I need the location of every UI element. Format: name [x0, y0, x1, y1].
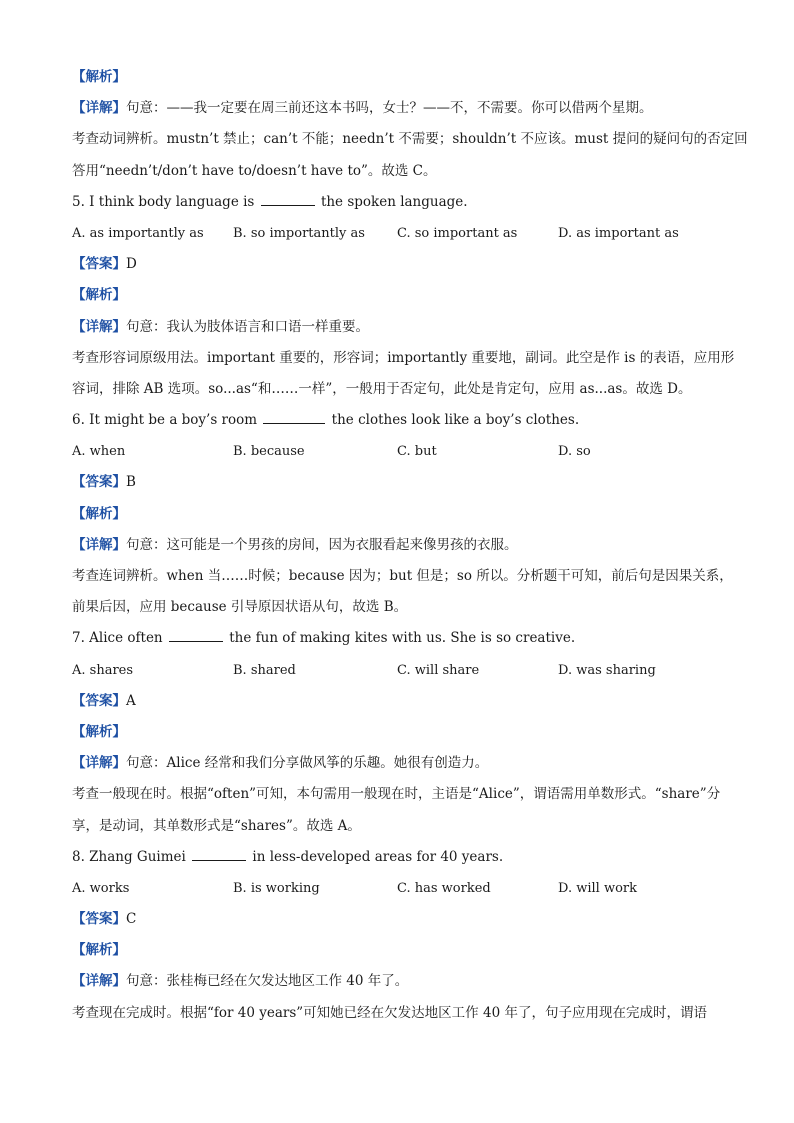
option-b: B. because	[233, 444, 305, 460]
option-c: C. has worked	[397, 880, 491, 896]
analysis-heading: 【解析】	[72, 723, 126, 740]
answer-line: 【答案】C	[72, 911, 137, 928]
option-d: D. so	[558, 444, 591, 460]
question-stem: 8. Zhang Guimei in less-developed areas for 40 years.	[72, 848, 504, 865]
detail-text: 句意：Alice 经常和我们分享做风筝的乐趣。她很有创造力。	[126, 755, 489, 772]
answer-value: D	[126, 256, 137, 273]
explanation-line: 容词，排除 AB 选项。so...as“和……一样”，一般用于否定句，此处是肯定句，应用 as...as。故选 D。	[72, 380, 692, 397]
options-row	[72, 218, 732, 249]
option-d: D. as important as	[558, 225, 679, 241]
option-a: A. when	[72, 444, 126, 460]
explanation-line: 考查动词辨析。mustn’t 禁止；can’t 不能；needn’t 不需要；shouldn’t 不应该。must 提问的疑问句的否定回	[72, 131, 748, 148]
option-c: C. so important as	[397, 225, 518, 241]
option-d: D. was sharing	[558, 662, 656, 678]
option-b: B. is working	[233, 880, 320, 896]
option-a: A. as importantly as	[72, 225, 204, 241]
answer-line: 【答案】D	[72, 256, 137, 273]
answer-value: B	[126, 474, 136, 491]
explanation-line: 享，是动词，其单数形式是“shares”。故选 A。	[72, 817, 361, 834]
explanation-line: 考查现在完成时。根据“for 40 years”可知她已经在欠发达地区工作 40 年了，句子应用现在完成时，谓语	[72, 1004, 707, 1021]
answer-blank	[169, 628, 223, 642]
detail-line: 【详解】句意：张桂梅已经在欠发达地区工作 40 年了。	[72, 973, 409, 990]
question-stem: 7. Alice often the fun of making kites with us. She is so creative.	[72, 630, 576, 647]
analysis-heading: 【解析】	[72, 942, 126, 959]
option-b: B. so importantly as	[233, 225, 365, 241]
answer-value: C	[126, 911, 137, 928]
explanation-line: 考查形容词原级用法。important 重要的，形容词；importantly 重要地，副词。此空是作 is 的表语，应用形	[72, 349, 735, 366]
answer-blank	[261, 192, 315, 206]
option-a: A. works	[72, 880, 130, 896]
question-stem: 6. It might be a boy’s room the clothes look like a boy’s clothes.	[72, 412, 580, 429]
question-stem: 5. I think body language is the spoken language.	[72, 193, 468, 210]
explanation-line: 前果后因，应用 because 引导原因状语从句，故选 B。	[72, 599, 408, 616]
detail-line: 【详解】句意：Alice 经常和我们分享做风筝的乐趣。她很有创造力。	[72, 755, 489, 772]
explanation-line: 考查一般现在时。根据“often”可知，本句需用一般现在时，主语是“Alice”，谓语需用单数形式。“share”分	[72, 786, 721, 803]
answer-line: 【答案】B	[72, 474, 136, 491]
answer-value: A	[126, 692, 136, 709]
option-a: A. shares	[72, 662, 134, 678]
answer-line: 【答案】A	[72, 692, 136, 709]
answer-blank	[263, 410, 325, 424]
analysis-heading: 【解析】	[72, 287, 126, 304]
options-row	[72, 873, 732, 904]
option-c: C. but	[397, 444, 437, 460]
detail-line: 【详解】句意：这可能是一个男孩的房间，因为衣服看起来像男孩的衣服。	[72, 536, 518, 553]
detail-text: 句意：这可能是一个男孩的房间，因为衣服看起来像男孩的衣服。	[126, 536, 518, 553]
option-d: D. will work	[558, 880, 638, 896]
detail-line: 【详解】句意：我认为肢体语言和口语一样重要。	[72, 318, 369, 335]
detail-text: 句意：——我一定要在周三前还这本书吗，女士？——不，不需要。你可以借两个星期。	[126, 100, 653, 117]
analysis-heading: 【解析】	[72, 505, 126, 522]
explanation-line: 答用“needn’t/don’t have to/doesn’t have to”。故选 C。	[72, 162, 437, 179]
analysis-heading: 【解析】	[72, 69, 126, 85]
explanation-line: 考查连词辨析。when 当……时候；because 因为；but 但是；so 所以。分析题干可知，前后句是因果关系，	[72, 568, 733, 584]
detail-line: 【详解】句意：——我一定要在周三前还这本书吗，女士？——不，不需要。你可以借两个星期。	[72, 100, 653, 117]
option-b: B. shared	[233, 662, 296, 678]
detail-text: 句意：我认为肢体语言和口语一样重要。	[126, 318, 369, 335]
answer-blank	[192, 847, 246, 861]
options-row	[72, 655, 732, 686]
detail-text: 句意：张桂梅已经在欠发达地区工作 40 年了。	[126, 973, 409, 990]
document-page	[72, 62, 748, 1029]
option-c: C. will share	[397, 662, 480, 678]
options-row	[72, 436, 732, 467]
